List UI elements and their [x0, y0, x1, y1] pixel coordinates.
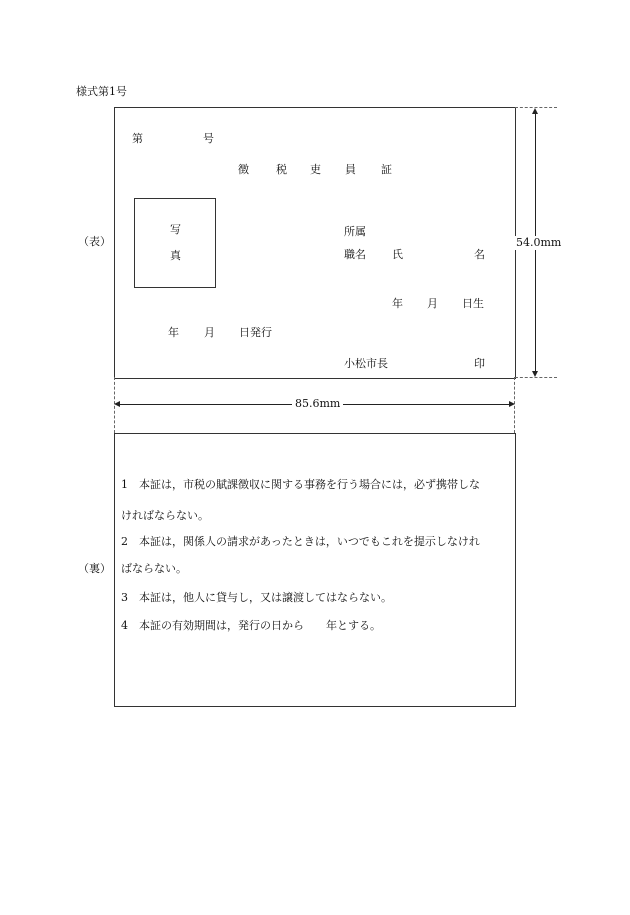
card-front [114, 107, 516, 379]
card-back [114, 433, 516, 707]
width-dimension-label: 85.6mm [292, 397, 343, 411]
job-title-label: 職名 [344, 248, 366, 261]
note-line: ばならない。 [121, 562, 187, 575]
height-guide-bottom [515, 377, 557, 378]
dob-year: 年 [392, 297, 403, 310]
back-side-label: （裏） [78, 562, 111, 575]
card-title-char: 証 [381, 163, 392, 176]
photo-box [134, 198, 216, 288]
card-title-char: 徴 [238, 163, 249, 176]
card-title-char: 吏 [310, 163, 321, 176]
photo-label-char: 写 [170, 223, 181, 236]
number-go: 号 [203, 132, 214, 145]
front-side-label: （表） [78, 235, 111, 248]
number-dai: 第 [132, 132, 143, 145]
name-mei-label: 名 [474, 248, 485, 261]
form-number: 様式第1号 [76, 85, 127, 98]
arrow-left-icon [114, 401, 120, 407]
seal-label: 印 [474, 357, 485, 370]
arrow-right-icon [509, 401, 515, 407]
photo-label-char: 真 [170, 249, 181, 262]
note-line: 3 本証は，他人に貸与し，又は譲渡してはならない。 [121, 591, 392, 604]
mayor-label: 小松市長 [344, 357, 388, 370]
affiliation-label: 所属 [344, 225, 366, 238]
issue-year: 年 [168, 326, 179, 339]
dob-day: 日生 [462, 297, 484, 310]
arrow-down-icon [532, 371, 538, 377]
dob-month: 月 [427, 297, 438, 310]
height-dimension-label: 54.0mm [513, 236, 564, 250]
note-line: 1 本証は，市税の賦課徴収に関する事務を行う場合には，必ず携帯しな [121, 478, 480, 491]
card-title-char: 員 [345, 163, 356, 176]
issue-month: 月 [204, 326, 215, 339]
note-line: ければならない。 [121, 509, 209, 522]
note-line: 2 本証は，関係人の請求があったときは，いつでもこれを提示しなけれ [121, 535, 480, 548]
card-title-char: 税 [276, 163, 287, 176]
issue-day: 日発行 [239, 326, 272, 339]
arrow-up-icon [532, 108, 538, 114]
note-line: 4 本証の有効期間は，発行の日から 年とする。 [121, 619, 381, 632]
name-shi-label: 氏 [392, 248, 403, 261]
